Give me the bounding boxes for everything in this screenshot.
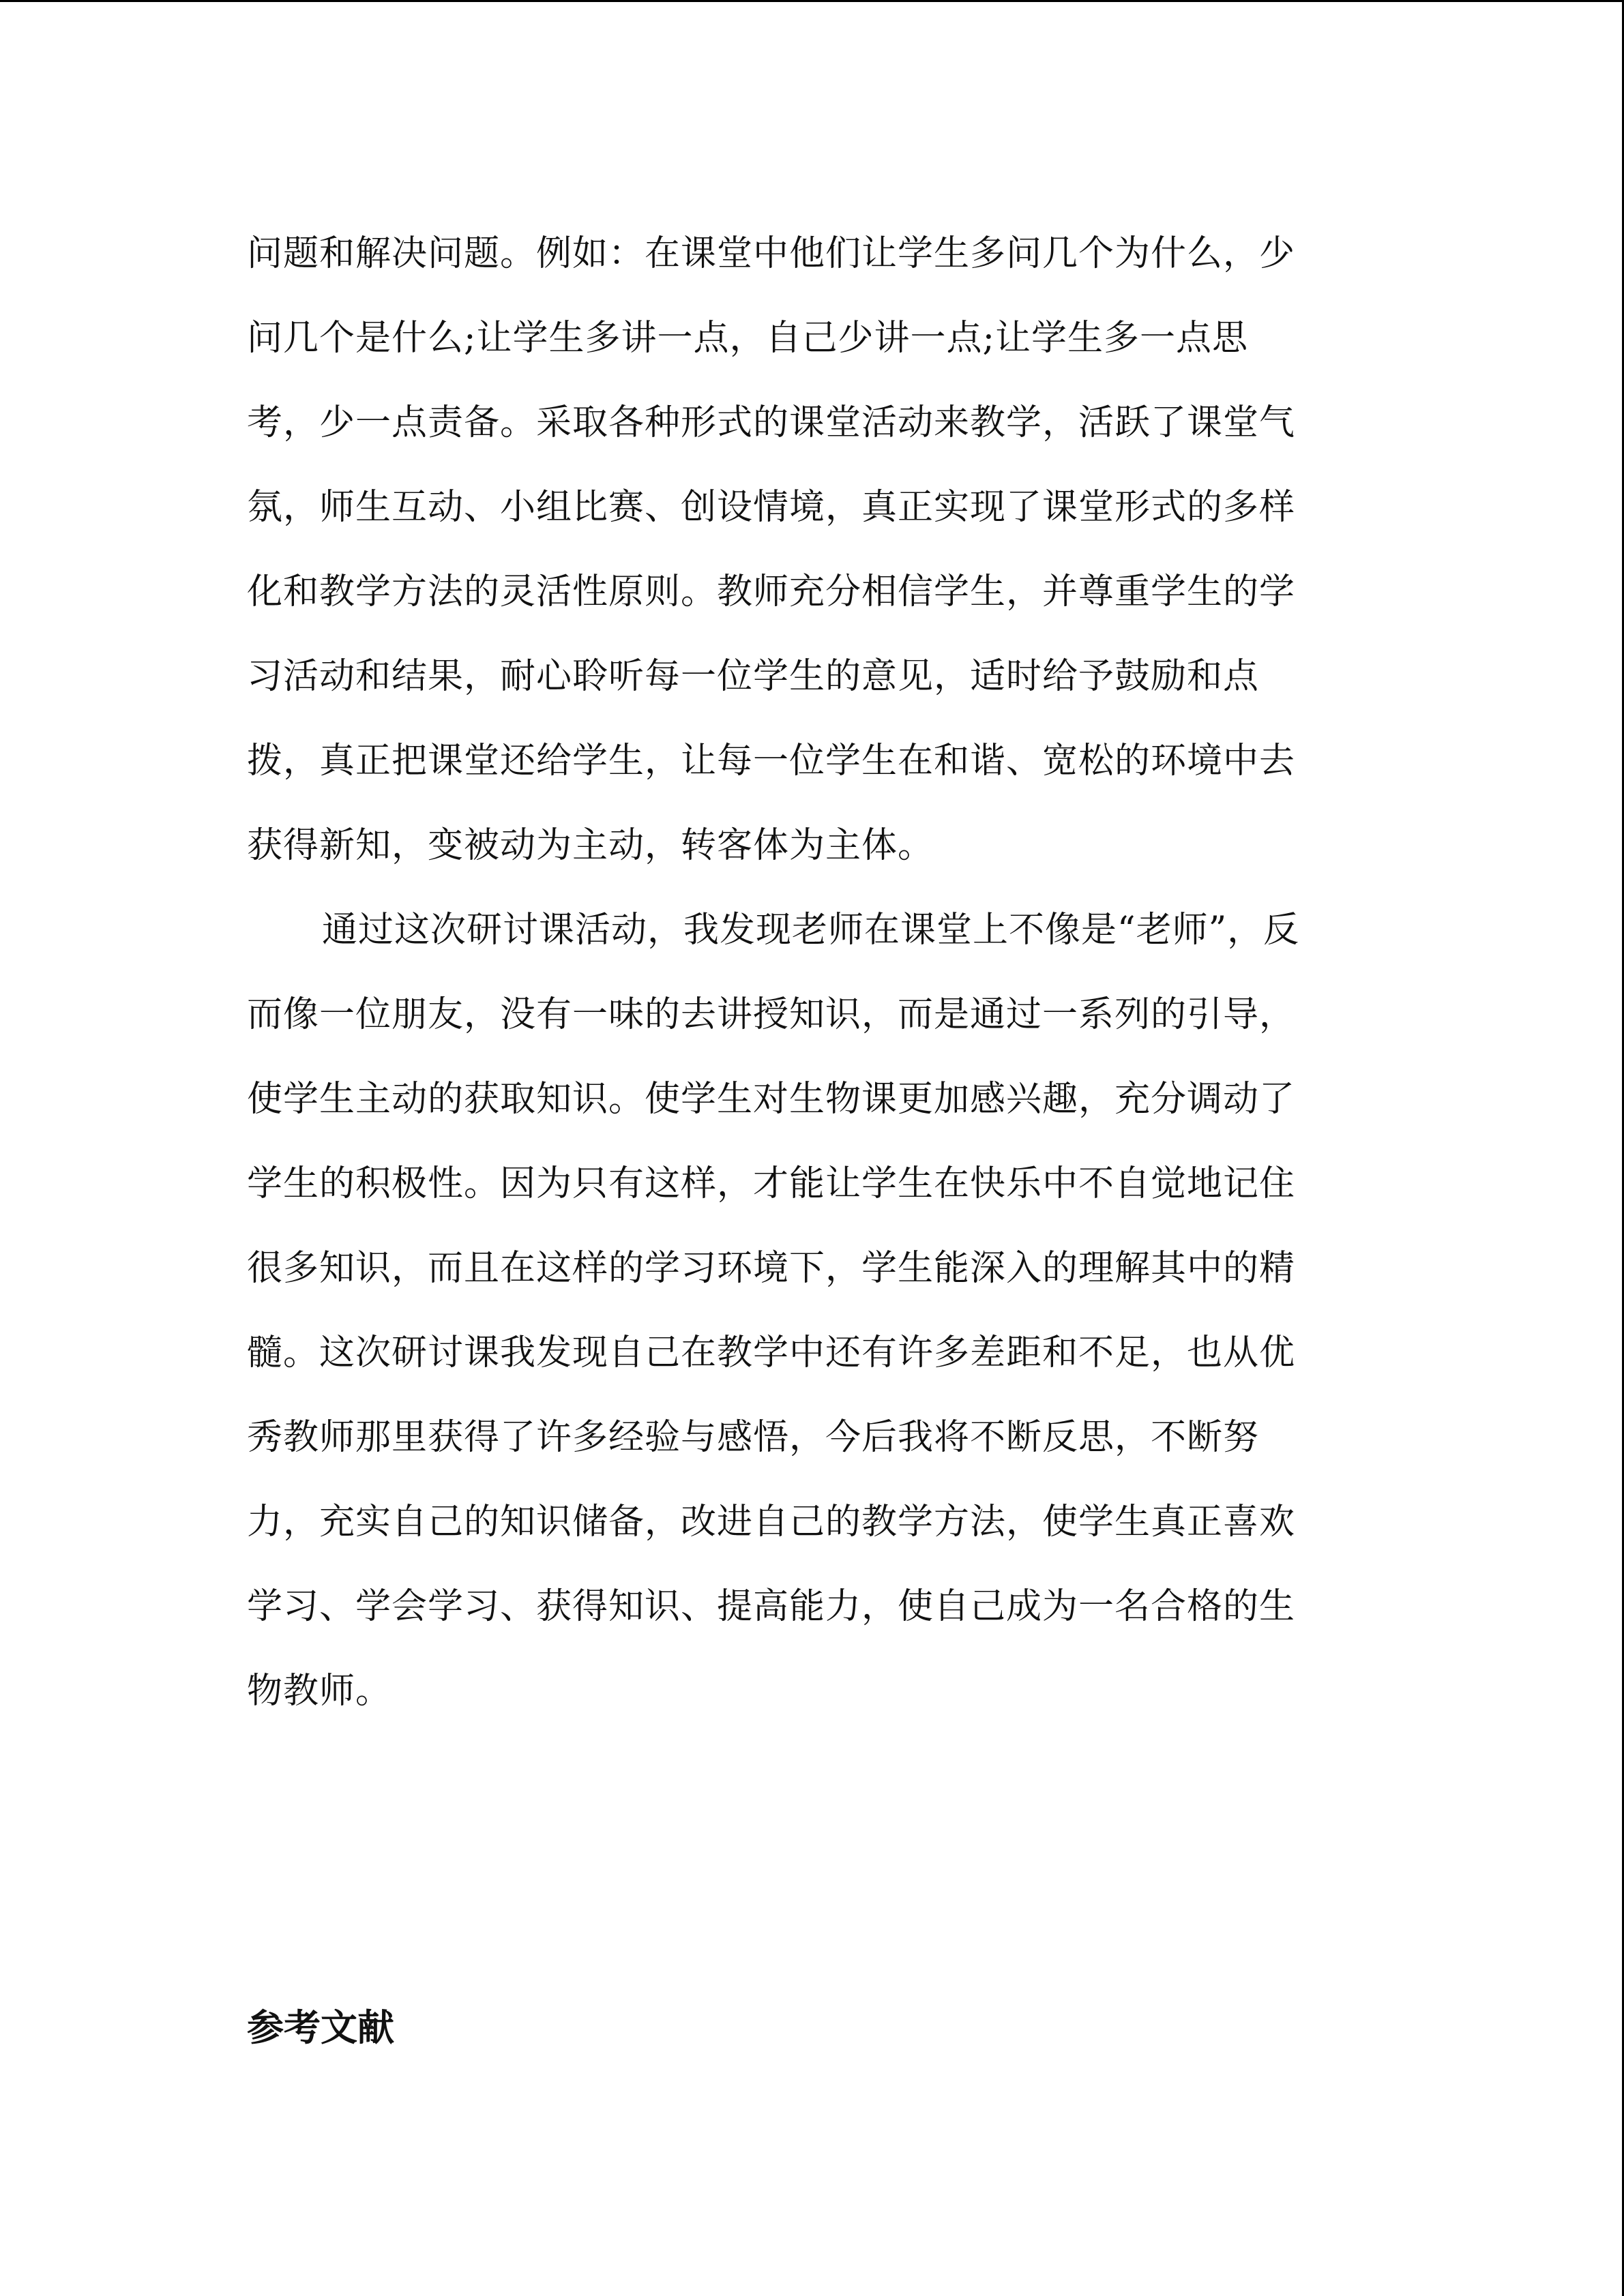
paragraph-2 <box>247 888 1379 1733</box>
paragraph-line: 使学生主动的获取知识。使学生对生物课更加感兴趣，充分调动了 <box>247 1079 1296 1120</box>
paragraph-line: 学习、学会学习、获得知识、提高能力，使自己成为一名合格的生 <box>247 1586 1296 1627</box>
paragraph-1 <box>247 211 1379 888</box>
paragraph-line: 物教师。 <box>247 1671 392 1712</box>
paragraph-line: 考，少一点责备。采取各种形式的课堂活动来教学，活跃了课堂气 <box>247 402 1296 443</box>
page-border-top <box>0 0 1624 2</box>
paragraph-line: 学生的积极性。因为只有这样，才能让学生在快乐中不自觉地记住 <box>247 1163 1296 1204</box>
paragraph-line: 髓。这次研讨课我发现自己在教学中还有许多差距和不足，也从优 <box>247 1332 1296 1373</box>
references-heading: 参考文献 <box>247 2006 394 2049</box>
paragraph-line: 问题和解决问题。例如：在课堂中他们让学生多问几个为什么，少 <box>247 233 1296 274</box>
paragraph-line: 拨，真正把课堂还给学生，让每一位学生在和谐、宽松的环境中去 <box>247 741 1296 781</box>
paragraph-line: 问几个是什么;让学生多讲一点，自己少讲一点;让学生多一点思 <box>247 318 1249 359</box>
paragraph-line: 力，充实自己的知识储备，改进自己的教学方法，使学生真正喜欢 <box>247 1502 1296 1542</box>
document-body <box>247 211 1379 1733</box>
paragraph-line: 氛，师生互动、小组比赛、创设情境，真正实现了课堂形式的多样 <box>247 487 1296 528</box>
paragraph-line: 通过这次研讨课活动，我发现老师在课堂上不像是“老师”，反 <box>322 910 1300 951</box>
paragraph-line: 而像一位朋友，没有一味的去讲授知识，而是通过一系列的引导， <box>247 994 1296 1035</box>
paragraph-line: 很多知识，而且在这样的学习环境下，学生能深入的理解其中的精 <box>247 1248 1296 1289</box>
paragraph-line: 化和教学方法的灵活性原则。教师充分相信学生，并尊重学生的学 <box>247 571 1296 612</box>
paragraph-line: 秀教师那里获得了许多经验与感悟，今后我将不断反思，不断努 <box>247 1417 1260 1458</box>
paragraph-line: 习活动和结果，耐心聆听每一位学生的意见，适时给予鼓励和点 <box>247 656 1260 697</box>
paragraph-line: 获得新知，变被动为主动，转客体为主体。 <box>247 825 934 866</box>
